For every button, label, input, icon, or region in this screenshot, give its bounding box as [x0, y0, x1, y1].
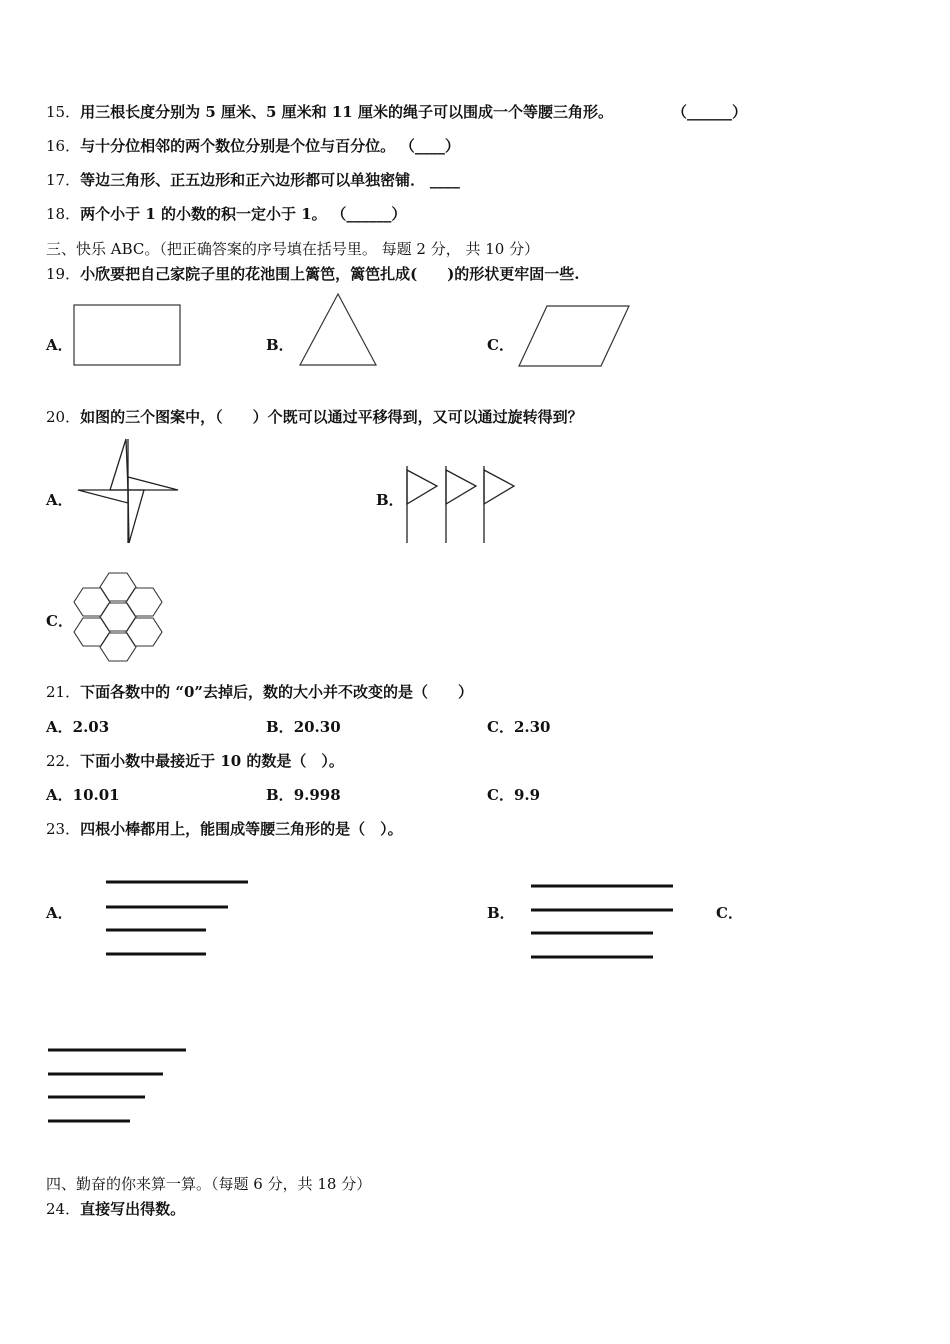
option-b-label[interactable]: B． [266, 336, 294, 354]
option-c-label[interactable]: C． [487, 336, 514, 354]
question-number: 17． [46, 171, 81, 189]
answer-paren[interactable]: （______） [672, 103, 748, 121]
option-label: A． [46, 786, 73, 804]
option-label: A． [46, 718, 73, 736]
question-17 [46, 170, 460, 190]
option-label: B． [266, 718, 294, 736]
question-text: 小欣要把自己家院子里的花池围上篱笆，篱笆扎成( )的形状更牢固一些. [80, 265, 580, 283]
question-21 [46, 682, 473, 702]
option-value: 9.998 [293, 786, 341, 804]
option-b-label[interactable]: B． [487, 904, 515, 922]
option-c[interactable] [487, 785, 540, 805]
option-c-label[interactable]: C． [46, 612, 73, 630]
triangle-shape [298, 292, 380, 368]
option-a[interactable] [46, 785, 120, 805]
answer-blank[interactable]: ____ [429, 171, 460, 189]
option-label: C． [487, 786, 514, 804]
question-text: 四根小棒都用上，能围成等腰三角形的是（ ）。 [80, 820, 403, 838]
pinwheel-figure [74, 437, 184, 545]
rectangle-shape [73, 304, 183, 368]
question-text: 如图的三个图案中，（ ）个既可以通过平移得到，又可以通过旋转得到？ [80, 408, 583, 426]
question-text: 等边三角形、正五边形和正六边形都可以单独密铺． [80, 171, 426, 189]
question-number: 16． [46, 137, 81, 155]
parallelogram-shape [517, 304, 631, 368]
answer-paren[interactable]: （______） [331, 205, 407, 223]
option-value: 10.01 [72, 786, 120, 804]
question-text: 下面小数中最接近于 10 的数是（ ）。 [80, 752, 344, 770]
question-text: 用三根长度分别为 5 厘米、5 厘米和 11 厘米的绳子可以围成一个等腰三角形。 [80, 103, 613, 121]
question-16 [46, 136, 460, 156]
question-number: 18． [46, 205, 81, 223]
sticks-set-c [46, 1045, 192, 1127]
question-number: 19． [46, 265, 81, 283]
question-18 [46, 204, 406, 224]
option-c-label[interactable]: C． [716, 904, 743, 922]
question-text: 直接写出得数。 [80, 1200, 186, 1218]
option-a-label[interactable]: A． [46, 904, 73, 922]
question-22 [46, 751, 344, 771]
question-number: 23． [46, 820, 81, 838]
question-number: 20． [46, 408, 81, 426]
option-b-label[interactable]: B． [376, 491, 404, 509]
question-number: 21． [46, 683, 81, 701]
option-value: 2.30 [513, 718, 551, 736]
question-19 [46, 264, 580, 284]
question-text: 与十分位相邻的两个数位分别是个位与百分位。 [80, 137, 396, 155]
question-text: 两个小于 1 的小数的积一定小于 1。 [80, 205, 327, 223]
question-20 [46, 407, 583, 427]
question-number: 22． [46, 752, 81, 770]
question-15 [46, 102, 613, 122]
option-value: 20.30 [293, 718, 341, 736]
question-24 [46, 1199, 185, 1219]
three-flags-figure [400, 462, 520, 546]
answer-paren[interactable]: （____） [399, 137, 460, 155]
hexagon-cluster-figure [74, 571, 166, 665]
option-a[interactable] [46, 717, 109, 737]
option-b[interactable] [266, 717, 341, 737]
sticks-set-b [529, 880, 679, 962]
question-23 [46, 819, 403, 839]
option-value: 2.03 [72, 718, 110, 736]
question-number: 24． [46, 1200, 81, 1218]
section-4-heading: 四、勤奋的你来算一算。（每题 6 分，共 18 分） [46, 1175, 372, 1193]
option-value: 9.9 [513, 786, 541, 804]
question-number: 15． [46, 103, 81, 121]
question-text: 下面各数中的 “0”去掉后，数的大小并不改变的是（ ） [80, 683, 474, 701]
option-label: B． [266, 786, 294, 804]
section-3-heading: 三、快乐 ABC。（把正确答案的序号填在括号里。 每题 2 分， 共 10 分） [46, 240, 540, 258]
sticks-set-a [104, 878, 254, 960]
option-c[interactable] [487, 717, 551, 737]
option-label: C． [487, 718, 514, 736]
option-b[interactable] [266, 785, 341, 805]
option-a-label[interactable]: A． [46, 491, 73, 509]
option-a-label[interactable]: A． [46, 336, 73, 354]
